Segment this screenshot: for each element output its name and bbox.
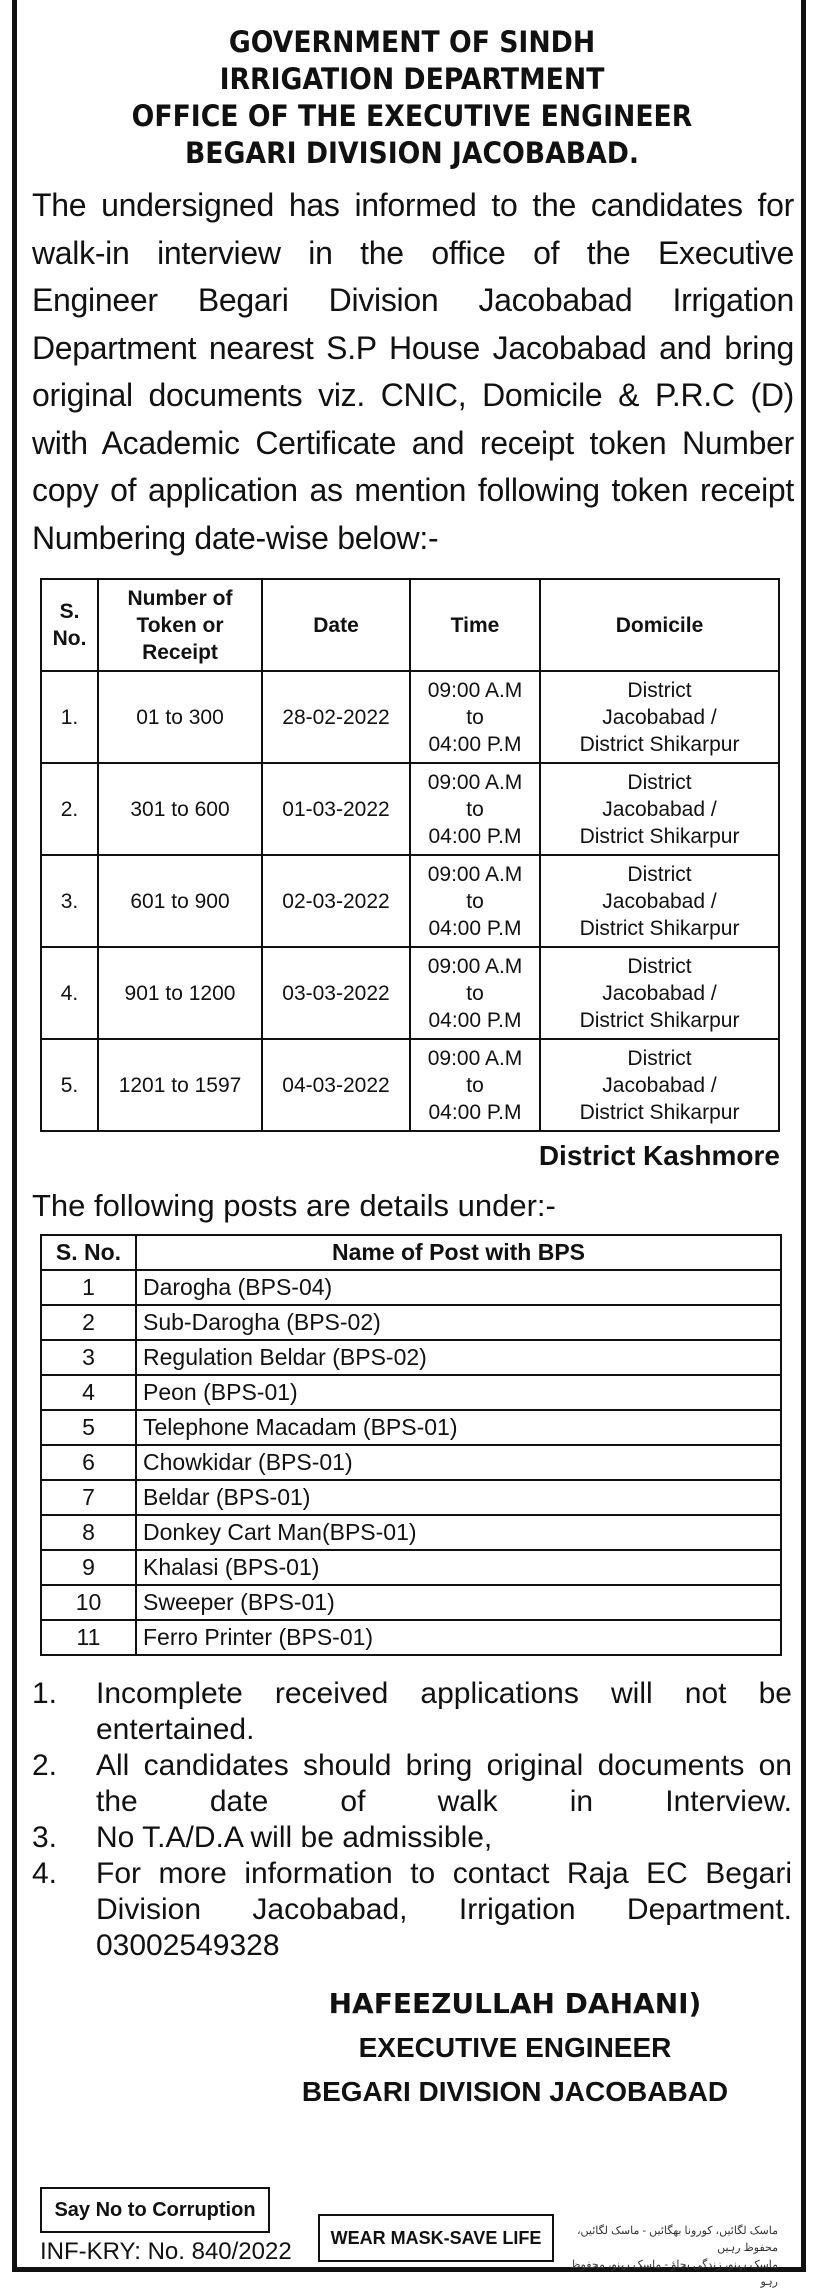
urdu-line: ماسک پہنو، زندگی بچاؤ - ماسک پہنو، محفوظ رہو xyxy=(570,2259,778,2288)
cell-date: 03-03-2022 xyxy=(262,947,410,1039)
header-domicile: Domicile xyxy=(540,579,779,671)
cell-post-name: Sub-Darogha (BPS-02) xyxy=(136,1305,781,1340)
header-line: IRRIGATION DEPARTMENT xyxy=(219,62,605,96)
urdu-slogan xyxy=(568,2223,778,2291)
table-row xyxy=(41,1445,781,1480)
note-text: For more information to contact Raja EC Begari Division Jacobabad, Irrigation Department. 03002549328 xyxy=(96,1857,792,1962)
cell-domicile: District Jacobabad / District Shikarpur xyxy=(540,1039,779,1131)
cell-domicile: District Jacobabad / District Shikarpur xyxy=(540,763,779,855)
header-time: Time xyxy=(410,579,540,671)
cell-time: 09:00 A.M to 04:00 P.M xyxy=(410,1039,540,1131)
intro-paragraph: The undersigned has informed to the candidates for walk-in interview in the office of the Executive Engineer Begari Division Jacobabad Irrigation Department nearest S.P House Jacobabad and bring original documents viz. CNIC, Domicile & P.R.C (D) with Academic Certificate and receipt token Number copy of application as mention following token receipt Numbering date-wise below:- xyxy=(32,187,794,556)
cell-post-name: Chowkidar (BPS-01) xyxy=(136,1445,781,1480)
cell-sno: 2 xyxy=(41,1305,136,1340)
note-text: No T.A/D.A will be admissible, xyxy=(96,1821,493,1854)
cell-post-name: Donkey Cart Man(BPS-01) xyxy=(136,1515,781,1550)
corruption-badge: Say No to Corruption xyxy=(40,2187,270,2233)
district-heading: District Kashmore xyxy=(538,1140,780,1171)
cell-post-name: Beldar (BPS-01) xyxy=(136,1480,781,1515)
header-line: BEGARI DIVISION JACOBABAD. xyxy=(184,136,640,170)
table-row xyxy=(41,1410,781,1445)
signatory-name: HAFEEZULLAH DAHANI) xyxy=(328,1987,702,2020)
cell-domicile: District Jacobabad / District Shikarpur xyxy=(540,671,779,763)
cell-sno: 2. xyxy=(41,763,98,855)
cell-token: 301 to 600 xyxy=(98,763,262,855)
cell-sno: 1 xyxy=(41,1270,136,1305)
cell-post-name: Sweeper (BPS-01) xyxy=(136,1585,781,1620)
cell-post-name: Peon (BPS-01) xyxy=(136,1375,781,1410)
cell-token: 1201 to 1597 xyxy=(98,1039,262,1131)
table-row xyxy=(41,855,779,947)
cell-sno: 11 xyxy=(41,1620,136,1655)
cell-domicile: District Jacobabad / District Shikarpur xyxy=(540,947,779,1039)
cell-domicile: District Jacobabad / District Shikarpur xyxy=(540,855,779,947)
cell-post-name: Ferro Printer (BPS-01) xyxy=(136,1620,781,1655)
cell-time: 09:00 A.M to 04:00 P.M xyxy=(410,763,540,855)
cell-token: 601 to 900 xyxy=(98,855,262,947)
cell-date: 01-03-2022 xyxy=(262,763,410,855)
cell-sno: 4. xyxy=(41,947,98,1039)
table-row xyxy=(41,1340,781,1375)
header-line: OFFICE OF THE EXECUTIVE ENGINEER xyxy=(131,99,693,133)
cell-sno: 8 xyxy=(41,1515,136,1550)
signatory-designation: EXECUTIVE ENGINEER xyxy=(358,2032,672,2063)
note-text: All candidates should bring original documents on the date of walk in Interview. xyxy=(96,1749,792,1818)
note-item xyxy=(32,1856,792,1964)
header-sno: S. No. xyxy=(41,579,98,671)
table-header-row xyxy=(41,579,779,671)
header-line: GOVERNMENT OF SINDH xyxy=(228,25,596,59)
signatory-office: BEGARI DIVISION JACOBABAD xyxy=(301,2076,729,2107)
posts-table xyxy=(40,1234,782,1656)
header xyxy=(0,24,824,172)
table-row xyxy=(41,1550,781,1585)
cell-sno: 6 xyxy=(41,1445,136,1480)
cell-sno: 5. xyxy=(41,1039,98,1131)
mask-badge: WEAR MASK-SAVE LIFE xyxy=(318,2214,554,2262)
posts-intro: The following posts are details under:- xyxy=(32,1188,556,1223)
note-number: 4. xyxy=(32,1857,58,1890)
cell-post-name: Regulation Beldar (BPS-02) xyxy=(136,1340,781,1375)
table-header-row xyxy=(41,1235,781,1270)
cell-sno: 3 xyxy=(41,1340,136,1375)
table-row xyxy=(41,1515,781,1550)
header-token: Number of Token or Receipt xyxy=(98,579,262,671)
cell-date: 04-03-2022 xyxy=(262,1039,410,1131)
schedule-table xyxy=(40,578,780,1132)
cell-date: 28-02-2022 xyxy=(262,671,410,763)
note-item xyxy=(32,1820,792,1856)
cell-time: 09:00 A.M to 04:00 P.M xyxy=(410,671,540,763)
cell-sno: 5 xyxy=(41,1410,136,1445)
header-date: Date xyxy=(262,579,410,671)
cell-date: 02-03-2022 xyxy=(262,855,410,947)
cell-sno: 3. xyxy=(41,855,98,947)
cell-sno: 10 xyxy=(41,1585,136,1620)
header-sno: S. No. xyxy=(41,1235,136,1270)
table-row xyxy=(41,1620,781,1655)
cell-time: 09:00 A.M to 04:00 P.M xyxy=(410,855,540,947)
note-number: 2. xyxy=(32,1749,58,1782)
cell-post-name: Darogha (BPS-04) xyxy=(136,1270,781,1305)
table-row xyxy=(41,1305,781,1340)
cell-post-name: Telephone Macadam (BPS-01) xyxy=(136,1410,781,1445)
cell-time: 09:00 A.M to 04:00 P.M xyxy=(410,947,540,1039)
note-item xyxy=(32,1676,792,1748)
signature-block xyxy=(250,1982,780,2114)
cell-sno: 7 xyxy=(41,1480,136,1515)
note-number: 3. xyxy=(32,1821,58,1854)
table-row xyxy=(41,1039,779,1131)
table-row xyxy=(41,947,779,1039)
note-text: Incomplete received applications will not be entertained. xyxy=(96,1677,792,1746)
table-row xyxy=(41,1375,781,1410)
reference-number: INF-KRY: No. 840/2022 xyxy=(40,2238,292,2265)
table-row xyxy=(41,763,779,855)
table-row xyxy=(41,671,779,763)
cell-sno: 4 xyxy=(41,1375,136,1410)
cell-sno: 1. xyxy=(41,671,98,763)
table-row xyxy=(41,1480,781,1515)
cell-post-name: Khalasi (BPS-01) xyxy=(136,1550,781,1585)
notes-list xyxy=(32,1676,792,1964)
header-post-name: Name of Post with BPS xyxy=(136,1235,781,1270)
cell-sno: 9 xyxy=(41,1550,136,1585)
note-number: 1. xyxy=(32,1677,58,1710)
table-row xyxy=(41,1585,781,1620)
cell-token: 01 to 300 xyxy=(98,671,262,763)
table-row xyxy=(41,1270,781,1305)
urdu-line: ماسک لگائیں، کورونا بھگائیں - ماسک لگائیں، محفوظ رہیں xyxy=(576,2225,778,2254)
note-item xyxy=(32,1748,792,1820)
cell-token: 901 to 1200 xyxy=(98,947,262,1039)
